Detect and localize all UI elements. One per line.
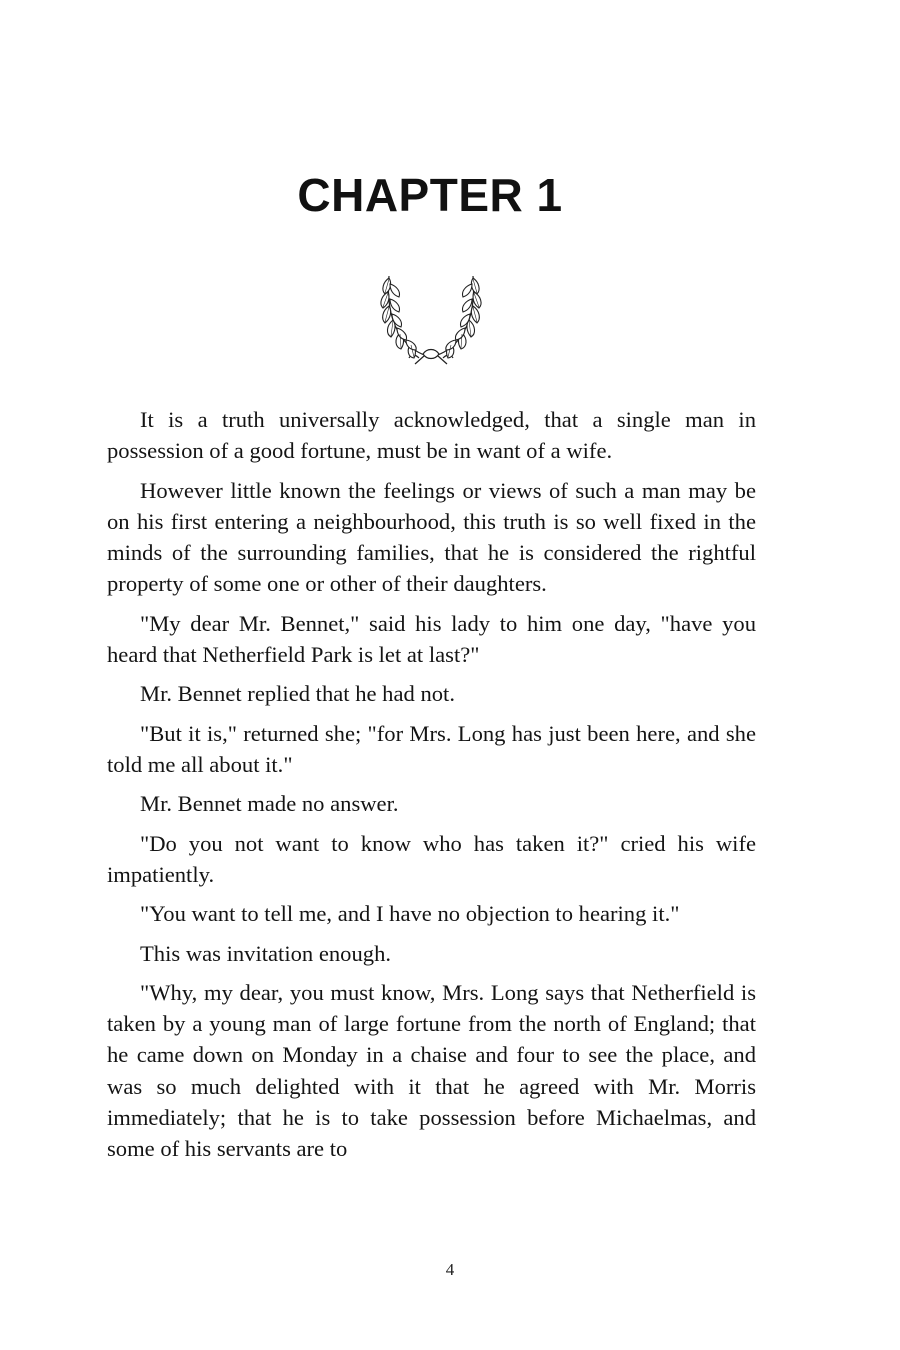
paragraph: Mr. Bennet replied that he had not. <box>140 681 455 707</box>
paragraph: However little known the feelings or views of such a man may be on his first entering a neighbourhood, this truth is so well fixed in the minds of the surrounding families, that he is considered the rightful property of some one or other of their daughters. <box>107 477 756 597</box>
paragraph: "You want to tell me, and I have no objection to hearing it." <box>140 901 680 927</box>
paragraph: "But it is," returned she; "for Mrs. Long has just been here, and she told me all about it." <box>107 720 756 777</box>
paragraph: "Why, my dear, you must know, Mrs. Long says that Netherfield is taken by a young man of large fortune from the north of England; that he came down on Monday in a chaise and four to see the place, and was so much delighted with it that he agreed with Mr. Morris immediately; that he is to take possession before Michaelmas, and some of his servants are to <box>107 979 756 1161</box>
paragraph: "My dear Mr. Bennet," said his lady to him one day, "have you heard that Netherfield Park is let at last?" <box>107 610 756 667</box>
page-number: 4 <box>445 1260 455 1279</box>
chapter-body <box>107 404 756 1172</box>
paragraph: "Do you not want to know who has taken it?" cried his wife impatiently. <box>107 830 756 887</box>
laurel-wreath-icon <box>375 268 487 368</box>
paragraph: It is a truth universally acknowledged, that a single man in possession of a good fortune, must be in want of a wife. <box>107 407 756 464</box>
paragraph: Mr. Bennet made no answer. <box>140 791 399 817</box>
chapter-title: CHAPTER 1 <box>297 169 563 221</box>
paragraph: This was invitation enough. <box>140 940 392 966</box>
